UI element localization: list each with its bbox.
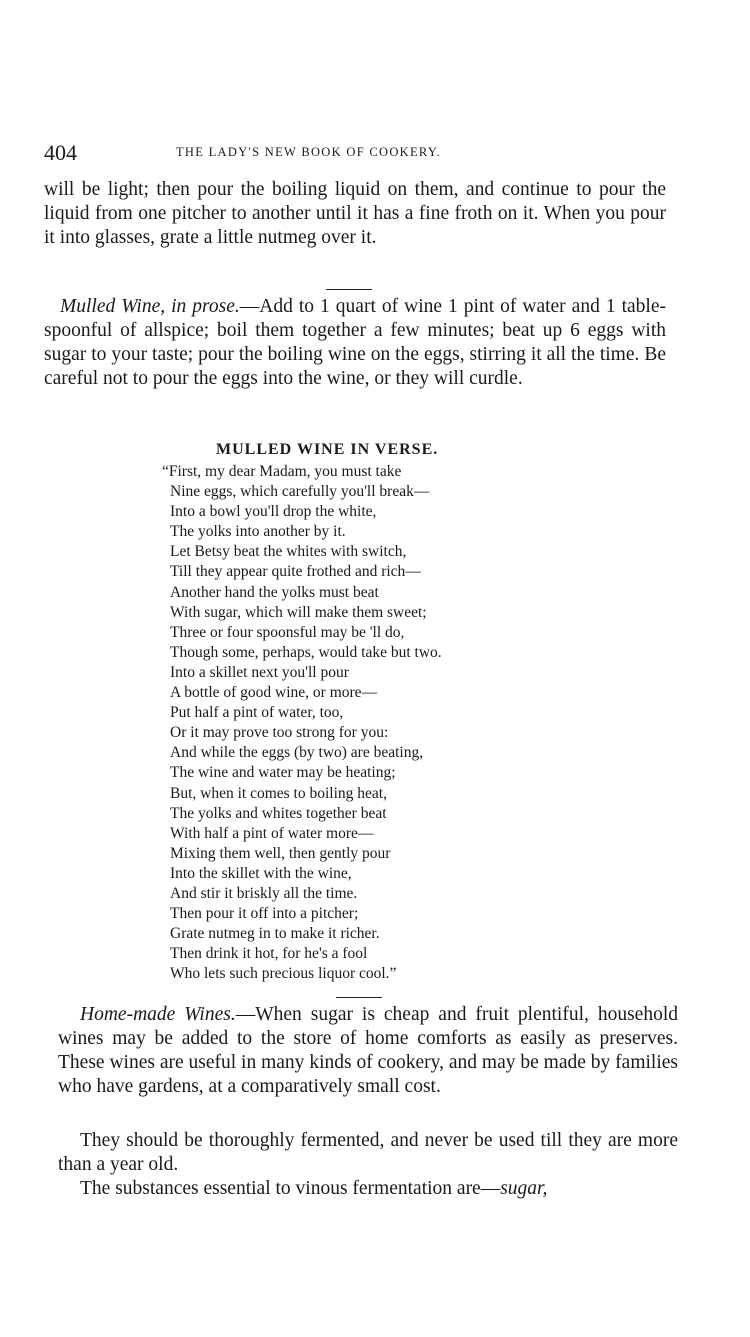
- mulled-wine-prose-text: —Add to 1 quart of wine 1 pint of water and 1 table-spoonful of allspice; boil them together a few minutes; beat up 6 eggs with sugar to your taste; pour the boiling wine on the eggs, stirring it all the time. Be careful not to pour the eggs into the wine, or they will curdle.: [44, 296, 666, 389]
- verse-line: Put half a pint of water, too,: [170, 704, 344, 722]
- verse-line: A bottle of good wine, or more—: [170, 684, 378, 702]
- verse-line: Nine eggs, which carefully you'll break—: [170, 483, 430, 501]
- verse-line: Or it may prove too strong for you:: [170, 724, 389, 742]
- substances-emphasis: sugar,: [500, 1178, 548, 1199]
- verse-line: The yolks into another by it.: [170, 523, 346, 541]
- verse-line: The yolks and whites together beat: [170, 804, 387, 822]
- verse-line: Till they appear quite frothed and rich—: [170, 563, 421, 581]
- verse-line: Grate nutmeg in to make it richer.: [170, 925, 380, 943]
- verse-line: Another hand the yolks must beat: [170, 583, 379, 601]
- verse-line: Mixing them well, then gently pour: [170, 844, 391, 862]
- home-made-wines-paragraph: [58, 1003, 678, 1099]
- verse-poem: [162, 462, 442, 984]
- continuation-paragraph: will be light; then pour the boiling liquid on them, and continue to pour the liquid from one pitcher to another until it has a fine froth on it. When you pour it into glasses, grate a little nutmeg over it.: [44, 179, 666, 248]
- verse-title: MULLED WINE IN VERSE.: [216, 441, 439, 458]
- verse-line: With half a pint of water more—: [170, 824, 374, 842]
- mulled-wine-prose-paragraph: [44, 295, 666, 391]
- page-number: 404: [44, 140, 77, 165]
- verse-line: Into the skillet with the wine,: [170, 864, 352, 882]
- section-divider: [336, 997, 382, 998]
- section-divider: [326, 289, 372, 290]
- running-title: THE LADY'S NEW BOOK OF COOKERY.: [176, 145, 442, 159]
- verse-line: Into a bowl you'll drop the white,: [170, 503, 377, 521]
- verse-line: Into a skillet next you'll pour: [170, 663, 349, 681]
- verse-line: With sugar, which will make them sweet;: [170, 603, 427, 621]
- substances-paragraph: [58, 1177, 678, 1201]
- fermentation-paragraph: They should be thoroughly fermented, and never be used till they are more than a year old.: [58, 1130, 678, 1175]
- verse-line: But, when it comes to boiling heat,: [170, 784, 387, 802]
- substances-text: The substances essential to vinous fermentation are—: [80, 1178, 501, 1199]
- verse-line: And stir it briskly all the time.: [170, 884, 358, 902]
- verse-line: “First, my dear Madam, you must take: [162, 463, 402, 480]
- home-made-wines-heading: Home-made Wines.: [80, 1004, 236, 1025]
- verse-line: Then drink it hot, for he's a fool: [170, 945, 368, 963]
- verse-line: Though some, perhaps, would take but two.: [170, 643, 442, 661]
- mulled-wine-prose-heading: Mulled Wine, in prose.: [60, 296, 240, 317]
- verse-line: Let Betsy beat the whites with switch,: [170, 543, 407, 561]
- verse-line: Then pour it off into a pitcher;: [170, 905, 359, 923]
- home-made-wines-text: —When sugar is cheap and fruit plentiful, household wines may be added to the store of home comforts as easily as preserves. These wines are useful in many kinds of cookery, and may be made by families who have gardens, at a comparatively small cost.: [58, 1004, 678, 1097]
- verse-line: Who lets such precious liquor cool.”: [170, 965, 397, 983]
- verse-line: The wine and water may be heating;: [170, 764, 396, 782]
- verse-line: Three or four spoonsful may be 'll do,: [170, 623, 405, 641]
- running-head: [44, 138, 664, 168]
- verse-line: And while the eggs (by two) are beating,: [170, 744, 424, 762]
